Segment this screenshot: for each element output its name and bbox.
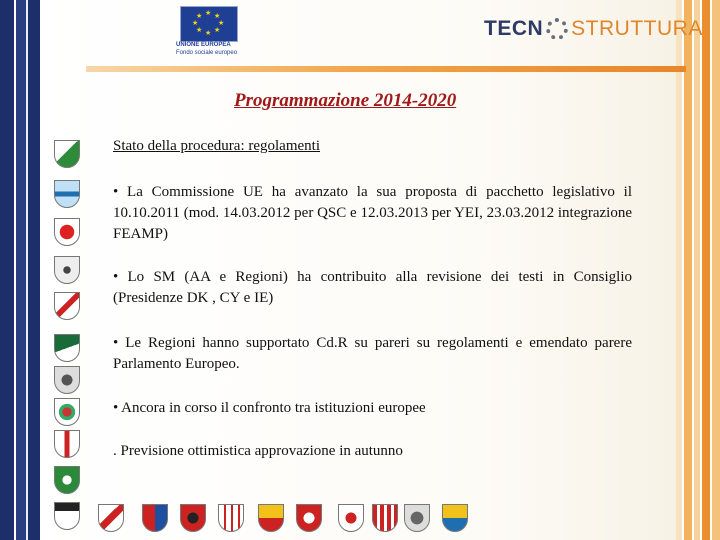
region-crest-icon bbox=[442, 504, 468, 532]
slide-title: Programmazione 2014-2020 bbox=[234, 90, 457, 111]
region-crest-icon bbox=[338, 504, 364, 532]
region-crest-icon bbox=[54, 218, 80, 246]
bullet-paragraph: . Previsione ottimistica approvazione in autunno bbox=[113, 443, 403, 459]
region-crest-icon bbox=[54, 398, 80, 426]
eu-flag-icon: ★ ★ ★ ★ ★ ★ ★ ★ bbox=[180, 6, 238, 42]
brand-part1: TECN bbox=[484, 17, 544, 40]
region-crest-icon bbox=[54, 292, 80, 320]
region-crest-icon bbox=[54, 256, 80, 284]
region-crest-icon bbox=[54, 180, 80, 208]
gear-icon bbox=[546, 18, 568, 40]
region-crest-icon bbox=[180, 504, 206, 532]
left-decorative-band bbox=[0, 0, 40, 540]
tecnostruttura-logo bbox=[484, 14, 703, 44]
region-crest-icon bbox=[54, 334, 80, 362]
region-crest-icon bbox=[142, 504, 168, 532]
region-crest-icon bbox=[404, 504, 430, 532]
region-crest-icon bbox=[54, 502, 80, 530]
eu-logo-line2: Fondo sociale europeo bbox=[176, 50, 238, 56]
region-crest-icon bbox=[258, 504, 284, 532]
region-crest-icon bbox=[54, 466, 80, 494]
region-crest-icon bbox=[54, 140, 80, 168]
region-crest-icon bbox=[54, 366, 80, 394]
bullet-paragraph: • Ancora in corso il confronto tra istituzioni europee bbox=[113, 400, 426, 416]
bullet-paragraph: • Le Regioni hanno supportato Cd.R su pareri su regolamenti e emendato parere Parlamento Europeo. bbox=[113, 335, 632, 372]
region-crest-icon bbox=[218, 504, 244, 532]
right-decorative-band bbox=[676, 0, 720, 540]
bullet-paragraph: • La Commissione UE ha avanzato la sua proposta di pacchetto legislativo il 10.10.2011 (mod. 14.03.2012 per QSC e 12.03.2013 per YEI, 23.03.2012 integrazione FEAMP) bbox=[113, 184, 632, 242]
eu-logo bbox=[176, 6, 240, 58]
region-crest-icon bbox=[98, 504, 124, 532]
eu-logo-line1: UNIONE EUROPEA bbox=[176, 42, 231, 48]
region-crest-icon bbox=[54, 430, 80, 458]
region-crest-icon bbox=[296, 504, 322, 532]
header-rule bbox=[86, 66, 686, 72]
bullet-paragraph: • Lo SM (AA e Regioni) ha contribuito alla revisione dei testi in Consiglio (Presidenze DK , CY e IE) bbox=[113, 269, 632, 306]
slide-subtitle: Stato della procedura: regolamenti bbox=[113, 138, 321, 154]
region-crest-icon bbox=[372, 504, 398, 532]
brand-part2: STRUTTURA bbox=[571, 17, 703, 40]
